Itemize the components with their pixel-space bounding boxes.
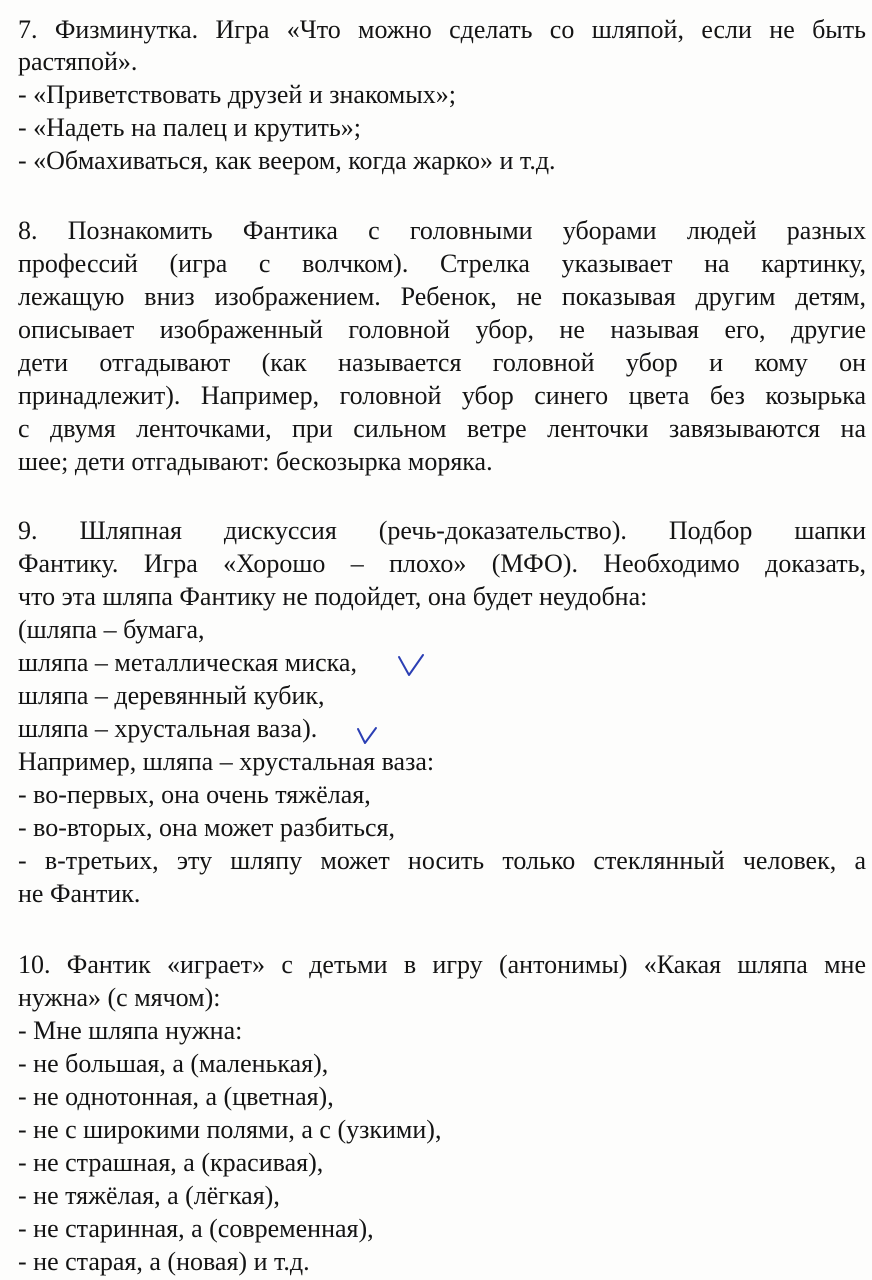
section-10-list-item: - не старая, а (новая) и т.д.	[18, 1247, 310, 1276]
section-9-example-item: - в-третьих, эту шляпу может носить только стеклянный человек, а	[18, 846, 866, 875]
checkmark-icon	[355, 721, 387, 751]
section-8-paragraph-line: описывает изображенный головной убор, не называя его, другие	[18, 315, 866, 344]
section-8-paragraph-line: принадлежит). Например, головной убор синего цвета без козырька	[18, 381, 866, 410]
checkmark-icon	[396, 651, 428, 681]
section-8-paragraph-line: шее; дети отгадывают: бескозырка моряка.	[18, 447, 493, 476]
section-10-list-item: - не большая, а (маленькая),	[18, 1049, 329, 1078]
section-10-list-item: - не тяжёлая, а (лёгкая),	[18, 1181, 280, 1210]
section-8-paragraph-line: профессий (игра с волчком). Стрелка указывает на картинку,	[18, 249, 866, 278]
section-10-paragraph-line: 10. Фантик «играет» с детьми в игру (антонимы) «Какая шляпа мне	[18, 950, 866, 979]
section-10-list-item: - не с широкими полями, а с (узкими),	[18, 1115, 442, 1144]
section-9-example-item: - во-первых, она очень тяжёлая,	[18, 780, 371, 809]
section-9-list-item: шляпа – хрустальная ваза).	[18, 714, 318, 743]
section-10-list-item: - не старинная, а (современная),	[18, 1214, 374, 1243]
section-9-paragraph-line: 9. Шляпная дискуссия (речь-доказательство). Подбор шапки	[18, 516, 866, 545]
section-9-list-item: шляпа – деревянный кубик,	[18, 681, 325, 710]
section-7-list-item: - «Приветствовать друзей и знакомых»;	[18, 80, 456, 109]
section-8-paragraph-line: дети отгадывают (как называется головной убор и кому он	[18, 348, 866, 377]
section-8-paragraph-line: с двумя ленточками, при сильном ветре ленточки завязываются на	[18, 414, 866, 443]
section-10-list-item: - Мне шляпа нужна:	[18, 1016, 243, 1045]
section-8-paragraph-line: лежащую вниз изображением. Ребенок, не показывая другим детям,	[18, 282, 866, 311]
section-9-paragraph-line: что эта шляпа Фантику не подойдет, она будет неудобна:	[18, 582, 648, 611]
section-9-example-item: - во-вторых, она может разбиться,	[18, 813, 395, 842]
section-9-list-item: (шляпа – бумага,	[18, 615, 205, 644]
section-7-heading-line-2: растяпой».	[18, 47, 138, 76]
section-10-list-item: - не однотонная, а (цветная),	[18, 1082, 334, 1111]
section-10-list-item: - не страшная, а (красивая),	[18, 1148, 324, 1177]
section-10-paragraph-line: нужна» (с мячом):	[18, 983, 221, 1012]
section-9-list-item: шляпа – металлическая миска,	[18, 648, 357, 677]
section-7-list-item: - «Обмахиваться, как веером, когда жарко» и т.д.	[18, 146, 556, 175]
section-9-paragraph-line: Фантику. Игра «Хорошо – плохо» (МФО). Необходимо доказать,	[18, 549, 866, 578]
section-8-paragraph-line: 8. Познакомить Фантика с головными уборами людей разных	[18, 216, 866, 245]
section-7-list-item: - «Надеть на палец и крутить»;	[18, 113, 361, 142]
section-7-heading-line-1: 7. Физминутка. Игра «Что можно сделать со шляпой, если не быть	[18, 15, 866, 44]
section-9-example-heading: Например, шляпа – хрустальная ваза:	[18, 747, 435, 776]
section-9-example-item: не Фантик.	[18, 879, 141, 908]
